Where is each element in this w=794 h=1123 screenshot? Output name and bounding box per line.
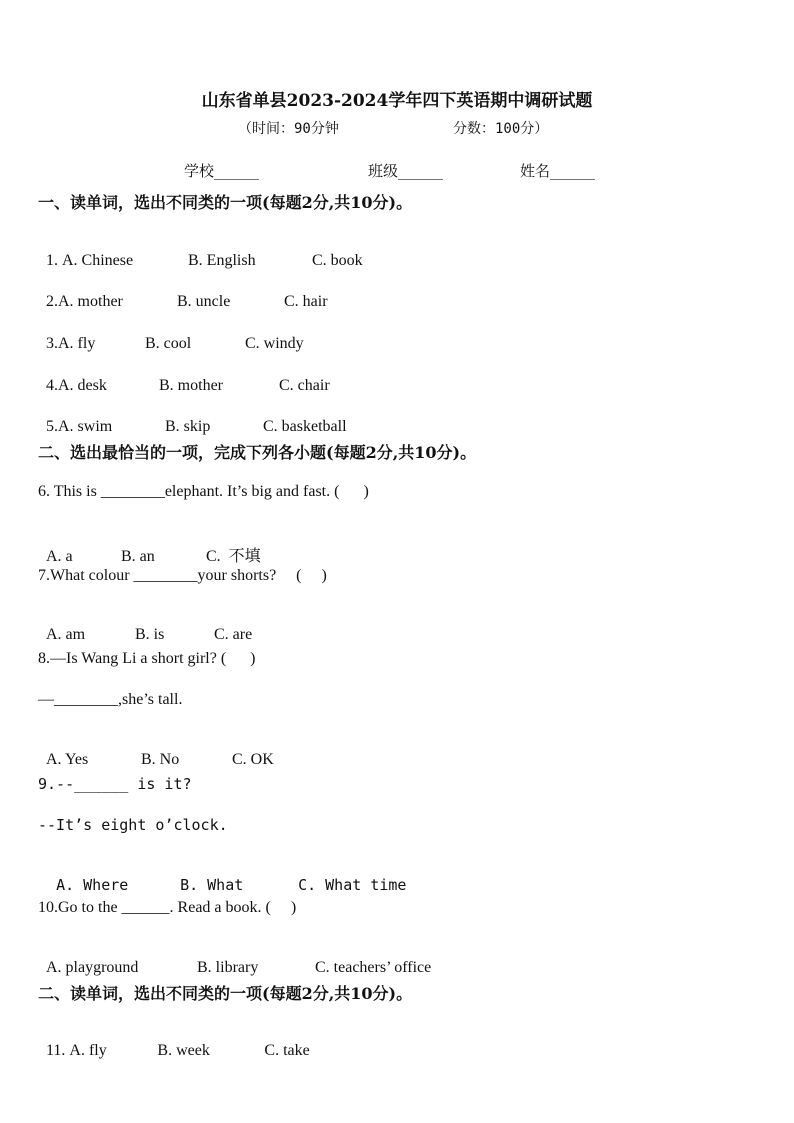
question-9-stem: 9.--______ is it? [38, 775, 192, 793]
option-a: A. Chinese [62, 252, 134, 269]
question-11 [38, 1024, 310, 1060]
question-10-stem: 10.Go to the ______. Read a book. ( ) [38, 899, 297, 916]
option-b: B. cool [145, 335, 192, 352]
section-heading-3: 二、读单词，选出不同类的一项(每题2分,共10分)。 [38, 984, 413, 1003]
question-number: 11. [46, 1042, 70, 1059]
option-c: C. windy [245, 335, 304, 352]
option-b: B. uncle [177, 293, 231, 310]
option-c: C. basketball [263, 418, 347, 435]
option-a: A. a [46, 548, 73, 565]
question-9-reply: --It’s eight o’clock. [38, 816, 228, 834]
option-a: A. Yes [46, 751, 89, 768]
option-c: C. 不填 [206, 548, 261, 565]
class-field: 班级______ [368, 162, 444, 180]
question-number: 2. [46, 293, 58, 310]
option-a: A. desk [58, 377, 107, 394]
option-b: B. English [188, 252, 256, 269]
question-8-stem: 8.—Is Wang Li a short girl? ( ) [38, 650, 256, 667]
option-c: C. teachers’ office [315, 959, 432, 976]
question-8-options [38, 733, 274, 769]
option-b: B. mother [159, 377, 223, 394]
question-10-options [38, 941, 431, 977]
option-b: B. skip [165, 418, 211, 435]
option-c: C. take [264, 1042, 310, 1059]
question-6-options [38, 525, 261, 566]
option-a: A. mother [58, 293, 123, 310]
option-b: B. is [135, 626, 165, 643]
option-a: A. fly [69, 1042, 107, 1059]
question-number: 4. [46, 377, 58, 394]
question-number: 3. [46, 335, 58, 352]
option-b: B. week [157, 1042, 210, 1059]
school-field: 学校______ [184, 162, 260, 180]
option-b: B. No [141, 751, 180, 768]
question-6-stem: 6. This is ________elephant. It’s big and fast. ( ) [38, 483, 369, 500]
option-c: C. OK [232, 751, 274, 768]
option-c: C. are [214, 626, 253, 643]
question-number: 1. [46, 252, 62, 269]
question-4 [38, 359, 330, 395]
option-b: B. library [197, 959, 259, 976]
question-9-options [38, 858, 406, 894]
question-number: 5. [46, 418, 58, 435]
section-heading-2: 二、选出最恰当的一项，完成下列各小题(每题2分,共10分)。 [38, 443, 477, 462]
question-1 [38, 234, 363, 270]
question-3 [38, 317, 304, 353]
option-b: B. an [121, 548, 155, 565]
question-7-stem: 7.What colour ________your shorts? ( ) [38, 567, 327, 584]
option-c: C. What time [298, 876, 407, 894]
name-field: 姓名______ [520, 162, 596, 180]
option-a: A. Where [56, 876, 129, 894]
option-c: C. book [312, 252, 363, 269]
question-5 [38, 400, 347, 436]
exam-time: （时间：90分钟 [238, 121, 339, 137]
question-2 [38, 275, 328, 311]
option-a: A. am [46, 626, 86, 643]
option-a: A. fly [58, 335, 96, 352]
question-8-reply: —________,she’s tall. [38, 691, 183, 708]
option-b: B. What [180, 876, 244, 894]
option-a: A. swim [58, 418, 113, 435]
exam-score: 分数：100分） [453, 121, 549, 137]
option-c: C. hair [284, 293, 328, 310]
question-7-options [38, 608, 252, 644]
section-heading-1: 一、读单词，选出不同类的一项(每题2分,共10分)。 [38, 193, 413, 212]
page-title: 山东省单县2023-2024学年四下英语期中调研试题 [201, 91, 593, 111]
option-c: C. chair [279, 377, 330, 394]
option-a: A. playground [46, 959, 139, 976]
